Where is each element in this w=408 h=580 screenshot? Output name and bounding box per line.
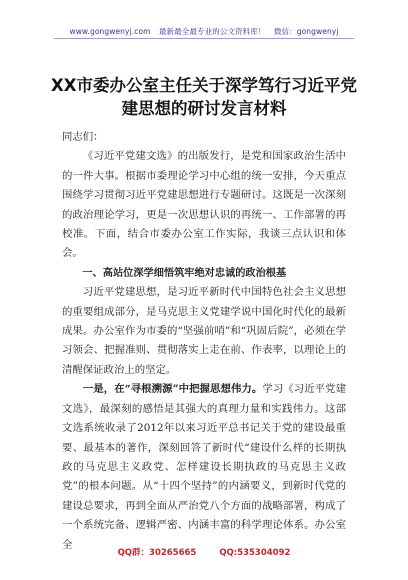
header-divider: [54, 38, 354, 39]
site-slogan: 最新最全最专业的公文资料库！: [159, 27, 266, 36]
document-title: XX市委办公室主任关于深学笃行习近平党建思想的研讨发言材料: [51, 76, 357, 118]
wechat-id: 微信：gongwenyj: [273, 27, 339, 36]
site-url[interactable]: www.gongwenyj.com: [69, 27, 151, 36]
qq-group: QQ群：30265665: [117, 548, 197, 558]
document-body: [62, 128, 346, 555]
body-paragraph-3: [62, 380, 346, 555]
salutation: 同志们：: [62, 131, 104, 143]
site-header: [0, 26, 408, 37]
point-lead: 一是，在“寻根溯源”中把握思想伟力。: [82, 383, 263, 396]
page-footer: [0, 546, 408, 558]
intro-paragraph: 《习近平党建文选》的出版发行，是党和国家政治生活中的一件大事。根据市委理论学习中心组的统一安排，今天重点围绕学习贯彻习近平党建思想进行专题研讨。这既是一次深刻的政治理论学习，更是一次思想认识的再统一、工作部署的再校准。下面，结合市委办公室工作实际，我谈三点认识和体会。: [62, 150, 346, 260]
section-heading-1: 一、高站位深学细悟筑牢绝对忠诚的政治根基: [82, 267, 287, 279]
body-paragraph-2: 习近平党建思想，是习近平新时代中国特色社会主义思想的重要组成部分，是马克思主义党建学说中国化时代化的最新成果。办公室作为市委的“坚强前哨”和“巩固后院”，必须在学习领会、把握准则、贯彻落实上走在前、作表率，以理论上的清醒保证政治上的坚定。: [62, 286, 346, 376]
qq-contact: QQ:535304092: [219, 548, 291, 558]
point-text: 学习《习近平党建文选》，最深刻的感悟是其强大的真理力量和实践伟力。这部文选系统收录了2012年以来习近平总书记关于党的建设最重要、最基本的著作，深刻回答了新时代“建设什么样的长期执政的马克思主义政党、怎样建设长期执政的马克思主义政党”的根本问题。从“十四个坚持”的内涵要义，到新时代党的建设总要求，再到全面从严治党八个方面的战略部署，构成了一个系统完备、逻辑严密、内涵丰富的科学理论体系。办公室全: [62, 383, 347, 551]
